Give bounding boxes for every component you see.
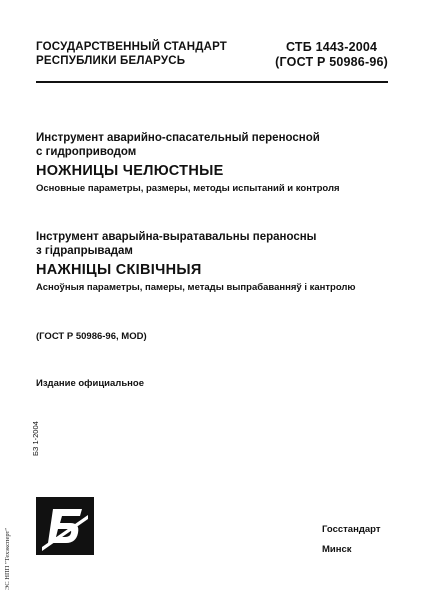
publisher — [322, 520, 380, 560]
side-stamp — [3, 530, 13, 590]
header-rule — [36, 81, 388, 83]
title-ru-main: НОЖНИЦЫ ЧЕЛЮСТНЫЕ — [36, 163, 224, 179]
title-by-main: НАЖНІЦЫ СКІВІЧНЫЯ — [36, 262, 202, 278]
title-russian — [36, 131, 340, 195]
publisher-name: Госстандарт — [322, 524, 381, 535]
standard-type — [36, 40, 227, 68]
gost-mod-reference: (ГОСТ Р 50986-96, MOD) — [36, 331, 147, 342]
title-ru-desc: Основные параметры, размеры, методы испытаний и контроля — [36, 183, 340, 194]
side-stamp-text: ЭС НПП "Техэксперт" — [4, 528, 11, 590]
title-belarusian — [36, 230, 356, 294]
title-by-line1: Інструмент аварыйна-выратавальны пераносны — [36, 231, 317, 243]
title-ru-line2: с гидроприводом — [36, 146, 137, 158]
vertical-code-text: БЗ 1-2004 — [31, 421, 40, 456]
standard-number-block — [275, 40, 388, 70]
gost-reference: (ГОСТ Р 50986-96) — [275, 55, 388, 69]
title-by-desc: Асноўныя параметры, памеры, метады выпрабаванняў і кантролю — [36, 282, 356, 293]
standard-number: СТБ 1443-2004 — [285, 40, 378, 54]
standard-type-line1: ГОСУДАРСТВЕННЫЙ СТАНДАРТ — [36, 41, 228, 53]
publisher-city: Минск — [322, 544, 352, 555]
title-ru-line1: Инструмент аварийно-спасательный переносной — [36, 132, 320, 144]
standard-type-line2: РЕСПУБЛИКИ БЕЛАРУСЬ — [36, 55, 186, 67]
title-by-line2: з гідрапрывадам — [36, 245, 133, 257]
edition-label: Издание официальное — [36, 378, 144, 389]
vertical-code — [30, 420, 42, 456]
gosstandart-logo-icon — [36, 497, 94, 555]
